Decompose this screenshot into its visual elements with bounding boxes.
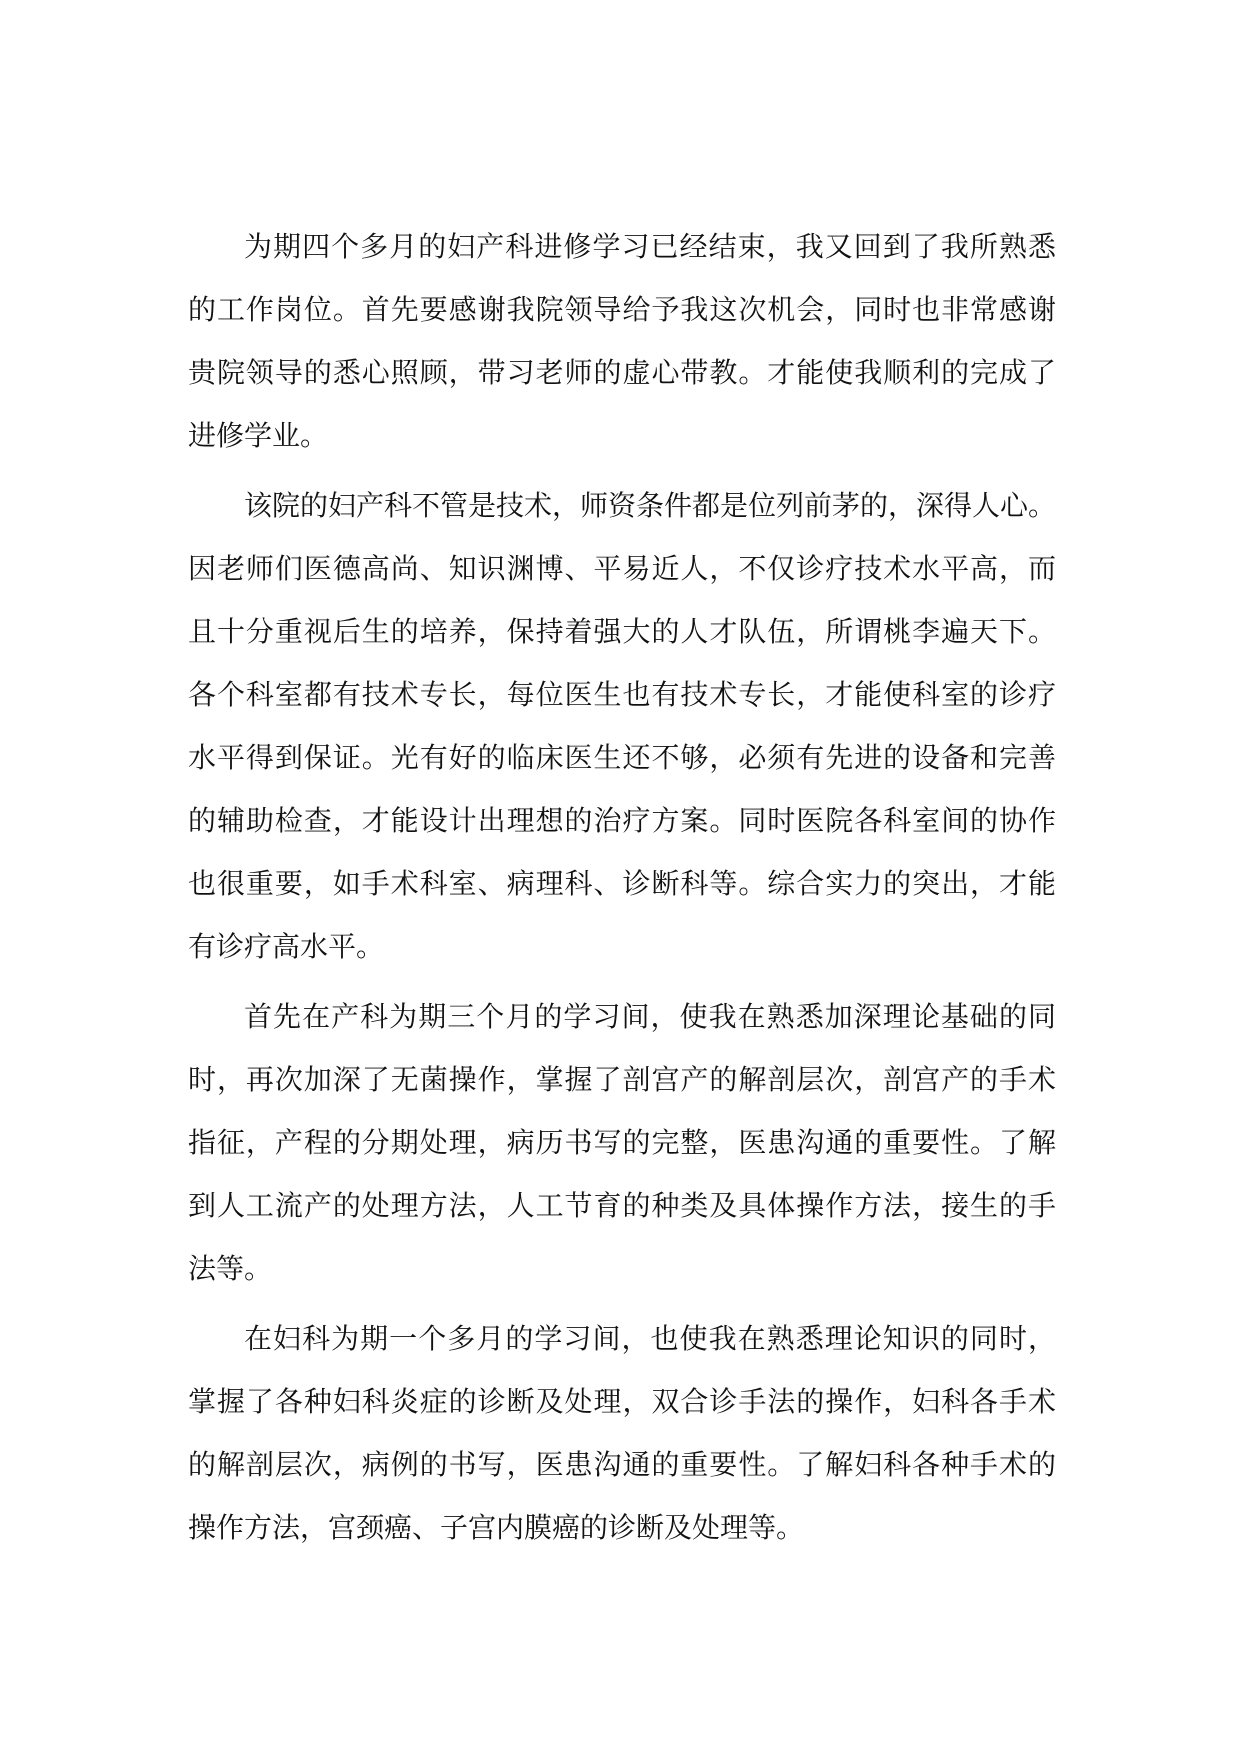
text-line: 首先在产科为期三个月的学习间，使我在熟悉加深理论基础的同: [244, 1000, 1056, 1033]
text-line: 各个科室都有技术专长，每位医生也有技术专长，才能使科室的诊疗: [188, 678, 1056, 711]
text-line: 的工作岗位。首先要感谢我院领导给予我这次机会，同时也非常感谢: [188, 293, 1056, 326]
text-line: 有诊疗高水平。: [188, 930, 385, 963]
paragraph-1: [188, 222, 1056, 474]
text-line: 进修学业。: [188, 419, 329, 452]
text-line: 贵院领导的悉心照顾，带习老师的虚心带教。才能使我顺利的完成了: [188, 356, 1056, 389]
paragraph-4: [188, 1314, 1056, 1566]
text-line: 时，再次加深了无菌操作，掌握了剖宫产的解剖层次，剖宫产的手术: [188, 1063, 1056, 1096]
text-line: 且十分重视后生的培养，保持着强大的人才队伍，所谓桃李遍天下。: [188, 615, 1056, 648]
text-line: 为期四个多月的妇产科进修学习已经结束，我又回到了我所熟悉: [244, 230, 1056, 263]
text-line: 到人工流产的处理方法，人工节育的种类及具体操作方法，接生的手: [188, 1189, 1056, 1222]
text-line: 的辅助检查，才能设计出理想的治疗方案。同时医院各科室间的协作: [188, 804, 1056, 837]
paragraph-2: [188, 481, 1056, 985]
text-line: 该院的妇产科不管是技术，师资条件都是位列前茅的，深得人心。: [244, 489, 1056, 522]
text-line: 也很重要，如手术科室、病理科、诊断科等。综合实力的突出，才能: [188, 867, 1056, 900]
text-line: 指征，产程的分期处理，病历书写的完整，医患沟通的重要性。了解: [188, 1126, 1056, 1159]
paragraph-3: [188, 992, 1056, 1307]
text-line: 掌握了各种妇科炎症的诊断及处理，双合诊手法的操作，妇科各手术: [188, 1385, 1056, 1418]
text-line: 法等。: [188, 1252, 273, 1285]
text-line: 的解剖层次，病例的书写，医患沟通的重要性。了解妇科各种手术的: [188, 1448, 1056, 1481]
text-line: 操作方法，宫颈癌、子宫内膜癌的诊断及处理等。: [188, 1511, 805, 1544]
text-line: 水平得到保证。光有好的临床医生还不够，必须有先进的设备和完善: [188, 741, 1056, 774]
text-line: 在妇科为期一个多月的学习间，也使我在熟悉理论知识的同时，: [244, 1322, 1056, 1355]
text-line: 因老师们医德高尚、知识渊博、平易近人，不仅诊疗技术水平高，而: [188, 552, 1056, 585]
document-body: [188, 222, 1056, 1573]
